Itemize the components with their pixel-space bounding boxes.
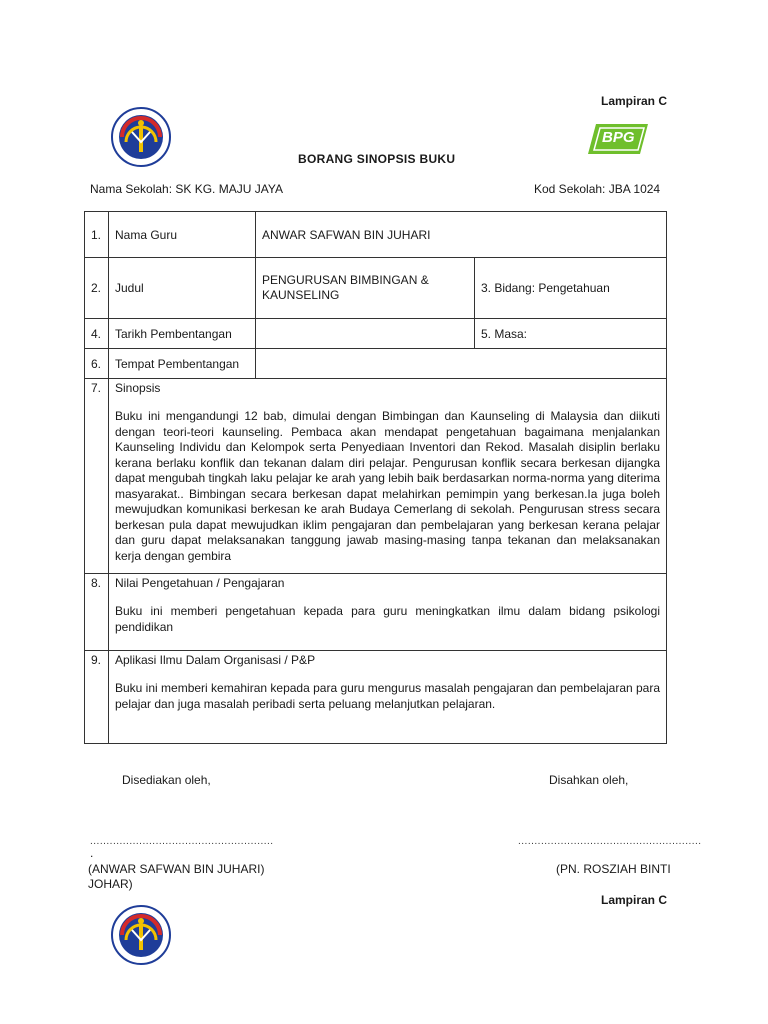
section-label: Aplikasi Ilmu Dalam Organisasi / P&P [115,653,316,667]
nilai-cell [109,574,667,651]
lampiran-label-top: Lampiran C [601,94,668,108]
ministry-logo-bottom [110,904,172,966]
table-row [85,651,667,744]
lampiran-label-bottom: Lampiran C [601,893,668,907]
bpg-logo-text: BPG [602,129,635,146]
sinopsis-cell [109,379,667,574]
row-number: 6. [85,349,109,379]
table-row [85,258,667,319]
presentation-place-value [256,349,667,379]
aplikasi-cell [109,651,667,744]
teacher-name-value: ANWAR SAFWAN BIN JUHARI [256,212,667,258]
approved-name: (PN. ROSZIAH BINTI [556,862,671,876]
ministry-logo [110,106,172,168]
prepared-name: (ANWAR SAFWAN BIN JUHARI) [88,862,265,876]
table-row [85,574,667,651]
field-label: Tempat Pembentangan [109,349,256,379]
row-number: 8. [85,574,109,651]
prepared-name-continued: JOHAR) [88,877,133,891]
field-masa: 5. Masa: [475,319,667,349]
field-label: Nama Guru [109,212,256,258]
synopsis-form-table [84,211,667,744]
row-number: 1. [85,212,109,258]
presentation-date-value [256,319,475,349]
ministry-logo-icon [110,106,172,168]
school-name: Nama Sekolah: SK KG. MAJU JAYA [90,182,283,196]
aplikasi-text: Buku ini memberi kemahiran kepada para guru mengurus masalah pengajaran dan pembelajaran para pelajar dan juga masalah peribadi serta peluang melanjutkan pelajaran. [115,681,661,711]
school-code: Kod Sekolah: JBA 1024 [534,182,661,196]
bpg-logo [586,122,650,156]
signature-dot: . [90,846,94,860]
table-row [85,349,667,379]
book-title-value: PENGURUSAN BIMBINGAN & KAUNSELING [256,258,475,319]
row-number: 9. [85,651,109,744]
table-row [85,319,667,349]
nilai-text: Buku ini memberi pengetahuan kepada para guru meningkatkan ilmu dalam bidang psikologi pendidikan [115,604,661,634]
prepared-by-label: Disediakan oleh, [122,773,211,787]
signature-line-left: ........................................................ [90,836,274,847]
sinopsis-text: Buku ini mengandungi 12 bab, dimulai dengan Bimbingan dan Kaunseling di Malaysia dan diikuti dengan teori-teori kaunseling. Pembaca akan mendapat pengetahuan bagaimana menjalankan Kaunseling Individu dan Kelompok serta Penyediaan Inventori dan Rekod. Masalah disiplin berlaku kerana berlaku konflik dan tekanan dalam diri pelajar. Pengurusan konflik secara berkesan dijangka dapat mengubah tingkah laku pelajar ke arah yang lebih baik berdasarkan norma-norma yang diterima masyarakat.. Bimbingan secara berkesan dapat melahirkan pemimpin yang berkesan.Ia juga boleh mewujudkan komunikasi berkesan ke arah Budaya Cemerlang di sekolah. Pengurusan stress secara berkesan pula dapat mewujudkan iklim pengajaran dan pembelajaran yang berkesan kerana pelajar dan guru dapat melaksanakan tanggung jawab masing-masing tanpa tekanan dan melaksanakan kerja dengan gembira [115,409,661,563]
table-row [85,212,667,258]
signature-line-right: ........................................................ [518,836,702,847]
field-bidang: 3. Bidang: Pengetahuan [475,258,667,319]
row-number: 4. [85,319,109,349]
ministry-logo-icon [110,904,172,966]
row-number: 2. [85,258,109,319]
field-label: Tarikh Pembentangan [109,319,256,349]
section-label: Nilai Pengetahuan / Pengajaran [115,576,285,590]
table-row [85,379,667,574]
form-title: BORANG SINOPSIS BUKU [298,152,456,166]
row-number: 7. [85,379,109,574]
section-label: Sinopsis [115,381,161,395]
approved-by-label: Disahkan oleh, [549,773,629,787]
field-label: Judul [109,258,256,319]
